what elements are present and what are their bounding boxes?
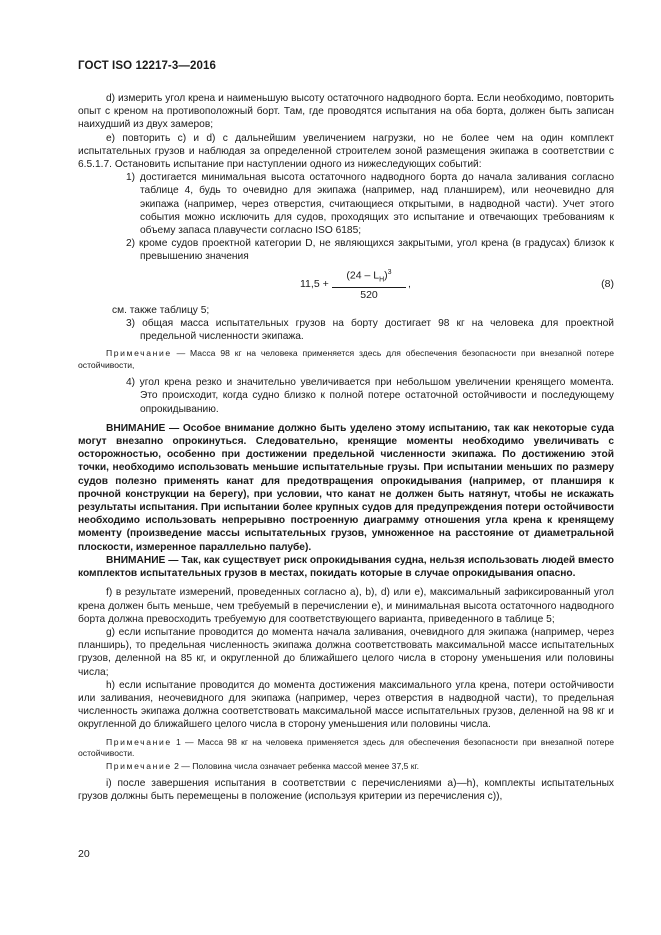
note-label: Примечание xyxy=(106,348,172,359)
formula-numerator xyxy=(332,266,406,289)
paragraph-f: f) в результате измерений, проведенных согласно a), b), d) или e), максимальный зафиксированный угол крена должен быть меньше, чем требуемый в перечислении e), и минимальная высота остаточного надводного борта должна превосходить требуемую для соответствующего варианта, приведенного в таблице 5; xyxy=(78,587,614,625)
paragraph-d: d) измерить угол крена и наименьшую высоту остаточного надводного борта. Если необходимо, повторить опыт с креном на противоположный борт. Там, где проводятся испытания на оба борта, должен быть записан наихудший из двух замеров; xyxy=(78,93,614,131)
formula-close-paren: ) xyxy=(384,269,388,282)
note-3-label: Примечание xyxy=(106,760,172,771)
warning-1: ВНИМАНИЕ — Особое внимание должно быть уделено этому испытанию, так как некоторые суда могут внезапно опрокинуться. Следовательно, кренящие моменты необходимо увеличивать с осторожностью, особенно при достижении предельной численности экипажа. По достижению этой точки, необходимо использовать меньшие испытательные грузы. При испытании меньших по размеру судов полезно применять канат для предотвращения опрокидывания (например, от планширя к прочной конструкции на берегу), при условии, что канат не должен быть натянут, чтобы не искажать результаты испытания. При испытании более крупных судов для предупреждения потери остойчивости необходимо использовать непрерывно построенную диаграмму отношения угла крена к кренящему моменту (произведение массы испытательных грузов, умноженное на расстояние от диаметральной плоскости, измеренное параллельно палубе). xyxy=(78,422,614,553)
note-2-label: Примечание xyxy=(106,736,172,747)
paragraph-g: g) если испытание проводится до момента начала заливания, очевидного для экипажа (например, через планширь), то предельная численность экипажа должна соответствовать максимальной массе испытательных грузов, деленной на 85 кг, и округленной до ближайшего целого числа в сторону уменьшения или половины числа; xyxy=(78,626,614,678)
formula-number: (8) xyxy=(601,277,614,290)
formula-numerator-text: (24 – L xyxy=(346,269,380,282)
formula-denominator: 520 xyxy=(360,289,378,302)
paragraph-e: e) повторить c) и d) с дальнейшим увеличением нагрузки, но не более чем на один комплект испытательных грузов и наблюдая за определенной строителем зоной размещения экипажа в соответствии с 6.5.1.7. Остановить испытание при наступлении одного из нижеследующих событий: xyxy=(78,132,614,171)
list-item-2: 2) кроме судов проектной категории D, не являющихся закрытыми, угол крена (в градусах) близок к превышению значения xyxy=(126,238,614,263)
formula-fraction xyxy=(332,266,406,303)
list-item-4: 4) угол крена резко и значительно увеличивается при небольшом увеличении кренящего момента. Это происходит, когда судно близко к полной потере остаточной остойчивости и последующему опрокидыванию. xyxy=(126,377,614,415)
paragraph-i: i) после завершения испытания в соответствии с перечислениями a)—h), комплекты испытательных грузов должны быть перемещены в положение (используя критерии из перечисления c)), xyxy=(78,778,614,803)
list-item-1: 1) достигается минимальная высота остаточного надводного борта до начала заливания согласно таблице 4, будь то очевидно для экипажа (например, над планширем), или неочевидно для экипажа (например, через отверстия, считающиеся открытыми, в надводной части). Учет этого события можно исключить для судов, проходящих это испытание и отвечающих требованиям к объему запаса плавучести согласно ISO 6185; xyxy=(126,172,614,237)
note-3 xyxy=(78,761,614,773)
formula-comma: , xyxy=(408,277,411,290)
paragraph-h: h) если испытание проводится до момента достижения максимального угла крена, потери остойчивости или заливания, неочевидного для экипажа (например, через отверстия в надводной части), то предельная численность экипажа должна соответствовать максимальной массе испытательных грузов, деленной на 98 кг и округленной до ближайшего целого числа в сторону уменьшения или половины числа. xyxy=(78,679,614,731)
see-also-text: см. также таблицу 5; xyxy=(112,304,210,316)
formula-8 xyxy=(78,266,614,304)
formula-subscript: H xyxy=(379,276,385,284)
formula-exponent: 3 xyxy=(387,268,392,276)
page-number: 20 xyxy=(78,848,90,860)
document-body xyxy=(78,92,614,803)
note-1 xyxy=(78,348,614,371)
list-item-3: 3) общая масса испытательных грузов на борту достигает 98 кг на человека для проектной предельной численности экипажа. xyxy=(126,317,614,343)
note-1-text: — Масса 98 кг на человека применяется здесь для обеспечения безопасности при внезапной потере остойчивости, xyxy=(78,348,614,370)
document-header: ГОСТ ISO 12217-3—2016 xyxy=(78,60,216,72)
note-3-text: 2 — Половина числа означает ребенка массой менее 37,5 кг. xyxy=(174,760,420,771)
note-2 xyxy=(78,737,614,760)
formula-lead: 11,5 + xyxy=(300,277,329,290)
note-2-text: 1 — Масса 98 кг на человека применяется здесь для обеспечения безопасности при внезапной потере остойчивости. xyxy=(78,736,615,759)
warning-2: ВНИМАНИЕ — Так, как существует риск опрокидывания судна, нельзя использовать людей вместо комплектов испытательных грузов в местах, покидать которые в случае опрокидывания опасно. xyxy=(78,554,614,580)
